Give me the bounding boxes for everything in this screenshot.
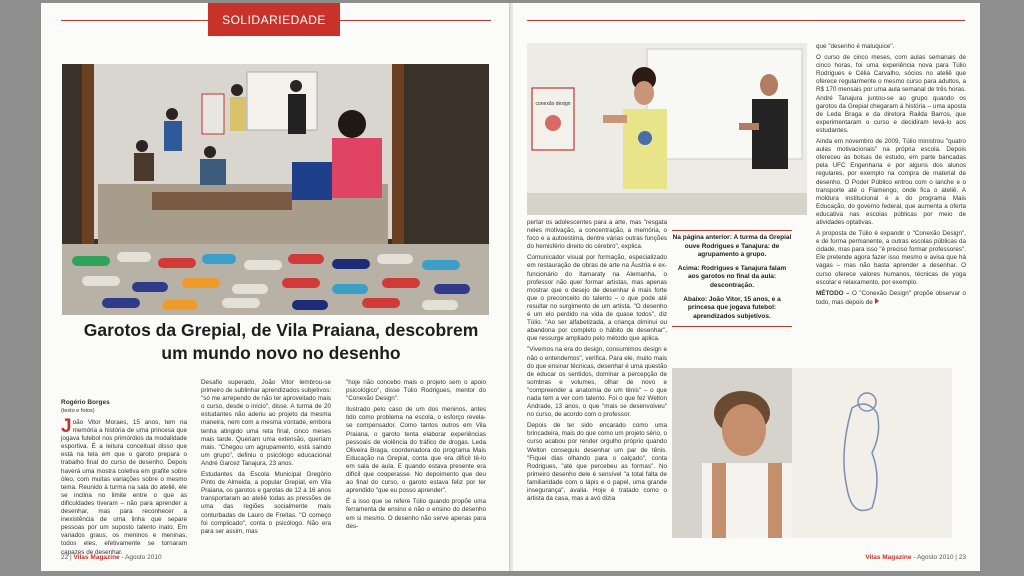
left-page: [41, 3, 511, 571]
paragraph: O curso de cinco meses, com aulas semanais de cinco horas, foi uma experiência nova para Túlio Rodrigues e Célia Carvalho, sócios no ateliê que oferece regularmente o mesmo curso para adultos, a R$ 170 mensais por uma aula semanal de três horas. André Tanajura juntou-se ao grupo quando os garotos da Grepial chegaram à história – uma aposta de Leda Braga e da diretora Railda Barros, que experimentaram o curso e decidiram levá-lo aos estudantes.: [816, 54, 966, 134]
footer-right: Vilas Magazine - Agosto 2010 | 23: [865, 554, 966, 561]
right-page: [513, 3, 980, 571]
paragraph: Depois de ter sido encarado como uma brincadeira, mais do que como um projeto sério, o curso acabou por render orgulho próprio quando Welton conseguiu desenhar um par de tênis. "Fiquei dias olhando para o calçado", conta Rodrigues, "até que percebeu as formas". No primeiro desenho dele é sensível "a total falta de familiaridade com o lápis e o papel, uma grande insegurança", avalia. Hoje é tratado como o artista da casa, mas a avó dizia: [527, 422, 668, 503]
caption-rule: [672, 230, 792, 231]
paragraph: "Vivemos na era do design, consumimos design e não o entendemos", verifica. Para ele, muito mais do que ensinar técnicas, desenhar é uma questão de educar os sentidos, dominar a percepção de sombras e volumes, olhar de novo e "compreender a anatomia de um tênis" – o que nada tem a ver com talento. Foi o que fez Welton Andrade, 13 anos, o que "mais se desenvolveu" no curso, de acordo com o professor.: [527, 346, 667, 419]
paragraph: João Vitor Moraes, 15 anos, tem na memória a história de uma princesa que jogava futebol nos primórdios da modalidade esportiva. É a leitura conceitual disso que está na tela em que o garoto prepara o trabalho final do curso de desenho. Depois haverá uma mostra coletiva em grafite sobre óleo, com muitas variações sobre o mesmo tema. Reunido à turma na sala do ateliê, ele se inclina no limite entre o que as dificuldades tiveram – não para aprender a desenhar, mas para reconhecer a inexistência de uma linha que separe pessoas por um suposto talento inato. Em variados graus, os meninos e meninas, todos eles, efetivamente se tornaram capazes de desenhar.: [61, 416, 187, 556]
continue-arrow-icon: [875, 298, 879, 304]
text-column-2: [201, 379, 331, 539]
caption-previous-page: Na página anterior: A turma da Grepial ouve Rodrigues e Tanajura: de agrupamento a grupo.: [672, 234, 792, 259]
text-column-4: [527, 219, 667, 506]
issue-date: Agosto 2010: [916, 554, 954, 561]
text-column-3: [346, 379, 486, 534]
page-number: 22: [61, 554, 69, 561]
paragraph: MÉTODO – O "Conexão Design" propõe observar o todo, mas depois de: [816, 289, 966, 306]
magazine-name: Vilas Magazine: [73, 554, 120, 561]
paragraph: Ilustrado pelo caso de um dos meninos, antes tido como problema na escola, o esforço revela-se compensador. Como tantos outros em Vila Praiana, o garoto tenta elaborar experiências pessoais de violência do tráfico de drogas. Leda Oliveira Braga, coordenadora do programa Mais Educação na Grepial, conta que era difícil tê-lo em sala de aula. E quando estava presente era difícil que cooperasse. No depoimento que deu ao final do curso, o garoto estava feliz por ter aprendido "que eu posso aprender".: [346, 406, 486, 495]
text-column-5: [816, 43, 966, 310]
classroom-photo: [62, 64, 489, 315]
page-number: 23: [958, 554, 966, 561]
paragraph: Estudantes da Escola Municipal Gregório Pinto de Almeida, a popular Grepial, em Vila Praiana, os garotos e garotas de 12 a 16 anos transportaram ao ateliê todas as pressões de uma das regiões socialmente mais conturbadas de Lauro de Freitas. "O começo foi complicado", conta o psicólogo. Não era para ser assim, mas: [201, 471, 331, 535]
caption-rule: [672, 326, 792, 327]
method-lead: MÉTODO –: [816, 289, 850, 297]
byline-name: Rogério Borges: [61, 399, 110, 406]
paragraph: A proposta de Túlio é expandir o "Conexão Design", e de forma permanente, a outras escolas públicas da cidade, mas para isso "é preciso formar professores". Ele pretende agora fazer isso mesmo e avisa que há vagas – mas não basta aprender a desenhar. O curso oferece valores humanos, técnicas de yoga escolar e relaxamento, por exemplo.: [816, 230, 966, 286]
paragraph: "hoje não concebo mais o projeto sem o apoio psicológico", disse Túlio Rodrigues, mentor do "Conexão Design".: [346, 379, 486, 403]
paragraph: pertar os adolescentes para a arte, mas "resgata neles motivação, a concentração, a memória, o foco e a autoestima, dentre várias outras funções do hemisfério direito do cérebro", explica.: [527, 219, 667, 251]
paragraph: Comunicador visual por formação, especializado em restauração de obras de arte na Áustria e ex-funcionário do Itamaraty na Alemanha, o professor não quer formar artistas, mas apenas mostrar que o desejo de desenhar é mais forte que o preconceito do talento – o que pode até resultar no surgimento de um artista. "O desenho é um elo perdido na vida de quase todos", diz Túlio. "Ao ser alfabetizada, a criança diminui ou abandona por completo o hábito de desenhar", que ressurge ampliado pelo método que aplica.: [527, 254, 667, 343]
paragraph: Ainda em novembro de 2009, Túlio ministrou "quatro aulas motivacionais" na própria escola. Depois ofereceu as bolsas de estudo, em parte bancadas pela UFC Engenharia e por alguns dos alunos regulares, por exemplo na compra de material de desenho. O Poder Público entrou com o lanche e o transporte até o Flamengo, onde fica o ateliê. A moldura institucional é a do programa Mais Educação, do governo federal, que aumenta a oferta educativa nas escolas públicas por meio de atividades optativas.: [816, 138, 966, 226]
instructors-photo: [527, 43, 807, 215]
section-tag: SOLIDARIEDADE: [208, 3, 340, 36]
paragraph: É a isso que se refere Túlio quando propõe uma ferramenta de ensino e não o ensino do desenho em si mesmo. O desenho não serve apenas para des-: [346, 498, 486, 530]
magazine-name: Vilas Magazine: [865, 554, 912, 561]
byline-role: (texto e fotos): [61, 408, 95, 414]
footer-left: 22 | Vilas Magazine - Agosto 2010: [61, 554, 162, 561]
issue-date: Agosto 2010: [125, 554, 162, 561]
paragraph: que "desenho é maluquice".: [816, 43, 895, 50]
article-headline: Garotos da Grepial, de Vila Praiana, descobrem um mundo novo no desenho: [83, 320, 479, 363]
photo-captions: [672, 227, 792, 330]
byline: [61, 399, 187, 415]
text-column-1: [61, 399, 187, 560]
header-rule: [527, 20, 965, 21]
caption-below: Abaixo: João Vitor, 15 anos, e a princesa que jogava futebol: aprendizados subjetivos.: [683, 295, 781, 320]
caption-above: Acima: Rodrigues e Tanajura falam aos garotos no final da aula: descontração.: [677, 264, 787, 289]
paragraph: Desafio superado, João Vitor lembrou-se primeiro de sublinhar aprendizados subjetivos: "só me arrependo de não ter aproveitado mais o curso, desde o início", disse. A turma de 20 estudantes não aderiu ao projeto da mesma maneira, nem com a mesma vontade, embora tenha atingido uma reta final, cinco meses mais tarde. Queriam uma extensão, queriam mais. "Chegou um agrupamento, está saindo um grupo", definiu o psicólogo educacional André Garcez Tanajura, 23 anos.: [201, 379, 331, 467]
drop-cap: J: [61, 416, 72, 437]
student-drawing-photo: [672, 368, 952, 538]
poster-text: conexão design: [535, 101, 571, 107]
